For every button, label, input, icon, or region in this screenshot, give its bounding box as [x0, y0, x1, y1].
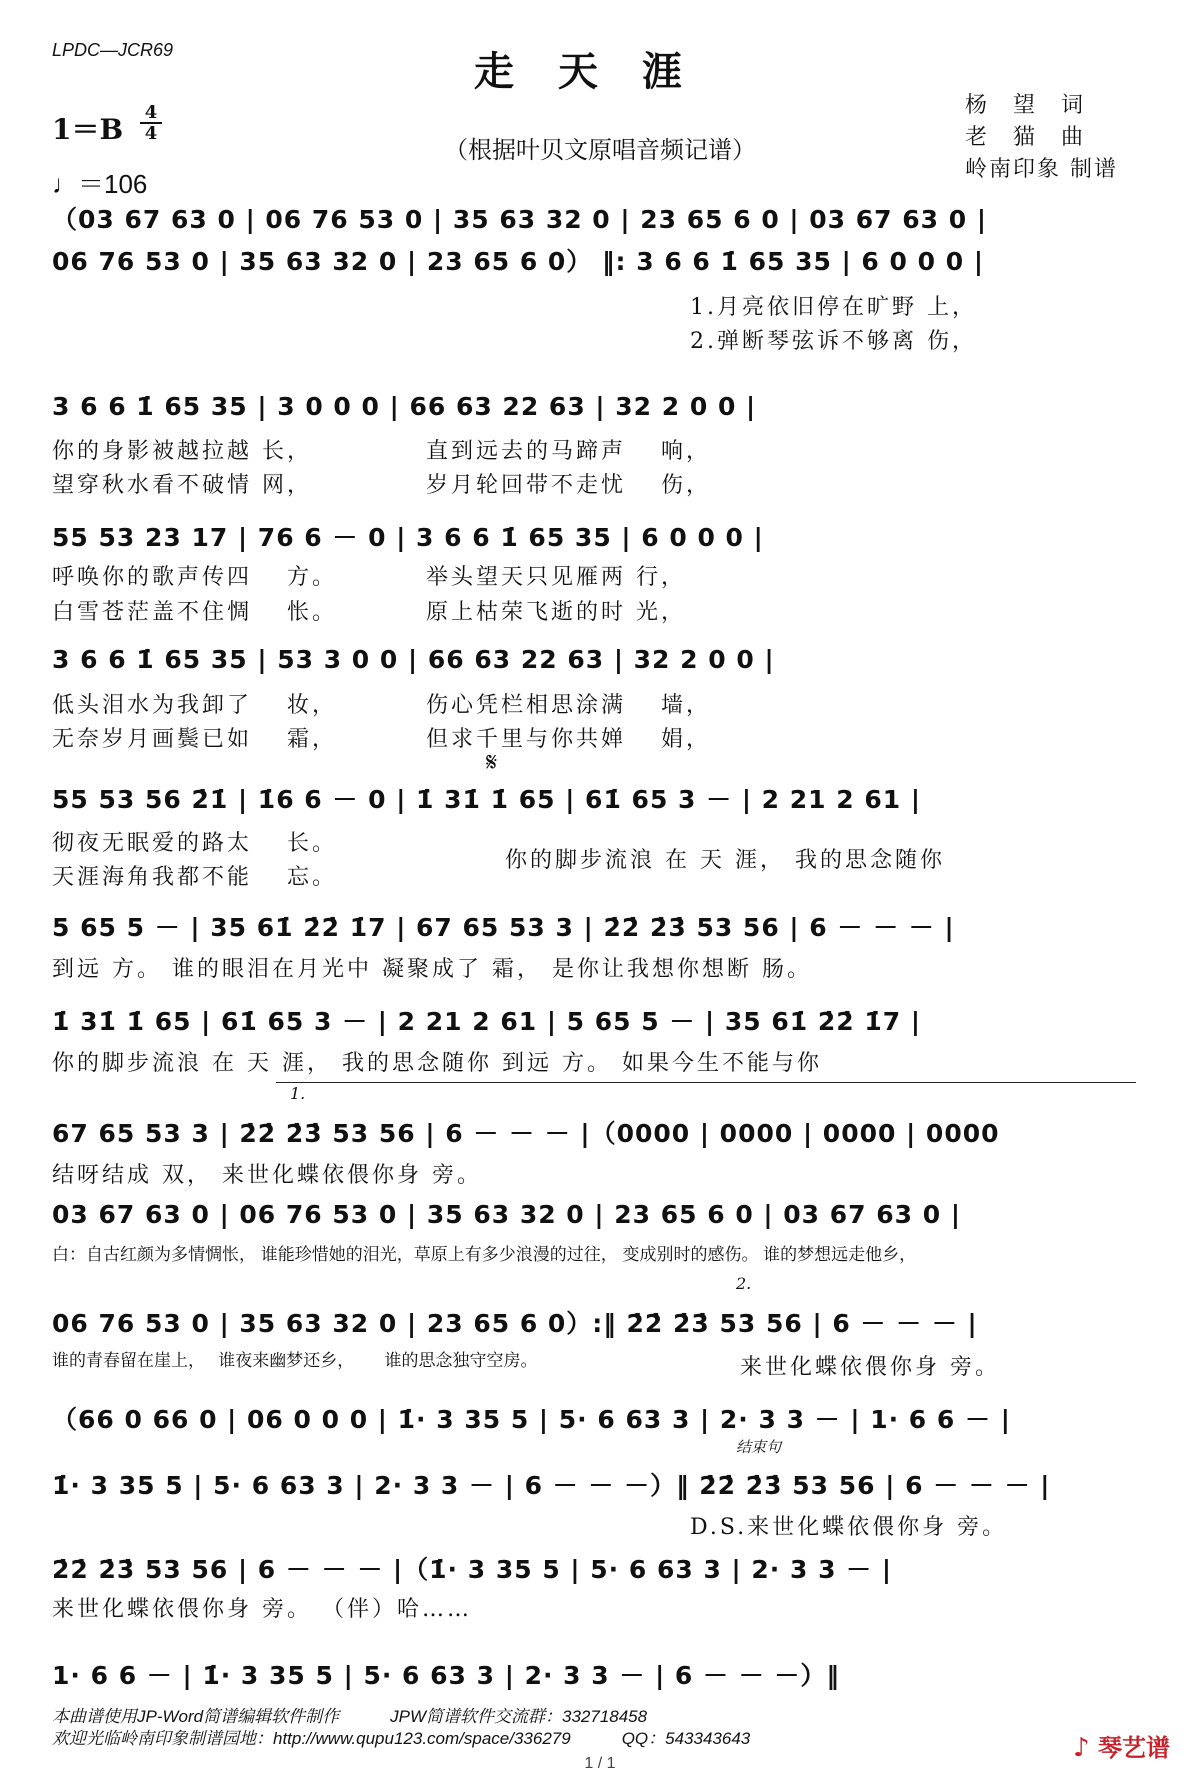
notation-line: 06 76 53 0 | 35 63 32 0 | 23 65 6 0）:‖ 2̇2̇ 2̇3̇ 53 56 | 6 － － － |	[52, 1309, 978, 1338]
spoken-text: 谁的青春留在崖上， 谁夜来幽梦还乡， 谁的思念独守空房。	[52, 1351, 538, 1370]
notation-line: 1· 6 6 － | 1̇· 3 35 5 | 5· 6 63 3 | 2· 3 3 － | 6 － － －）‖	[52, 1661, 840, 1690]
notation-line: 67 65 53 3 | 2̇2̇ 2̇3̇ 53 56 | 6 － － － |（0000 | 0000 | 0000 | 0000	[52, 1119, 1000, 1148]
lyric-line: 结呀结成 双， 来世化蝶依偎你身 旁。	[52, 1163, 482, 1188]
page-number: 1 / 1	[584, 1755, 616, 1772]
notation-line: （66 0 66 0 | 06 0 0 0 | 1̇· 3 35 5 | 5· 6 63 3 | 2· 3 3 － | 1· 6 6 － |	[52, 1405, 1011, 1434]
arranger-credit: 岭南印象 制谱	[965, 157, 1118, 182]
notation-line: 3 6 6 1̇ 65 35 | 3 0 0 0 | 66 63 22 63 | 32 2 0 0 |	[52, 392, 757, 421]
brand-icon: ♪	[1073, 1733, 1090, 1763]
footer-website-link[interactable]: 欢迎光临岭南印象制谱园地：http://www.qupu123.com/space/336279 QQ：543343643	[52, 1729, 751, 1748]
lyric-line: D.S.来世化蝶依偎你身 旁。	[690, 1515, 1008, 1540]
first-ending: 1.	[290, 1084, 306, 1103]
time-bottom: 4	[144, 123, 158, 144]
lyric-line: 白雪苍茫盖不住惆 怅。 原上枯荣飞逝的时 光，	[52, 600, 686, 625]
time-top: 4	[144, 102, 158, 123]
lyric-line: 彻夜无眠爱的路太 长。	[52, 831, 337, 856]
lyric-line: 呼唤你的歌声传四 方。 举头望天只见雁两 行，	[52, 565, 686, 590]
notation-line: 06 76 53 0 | 35 63 32 0 | 23 65 6 0） ‖: 3 6 6 1̇ 65 35 | 6 0 0 0 |	[52, 247, 984, 276]
lyric-line: 天涯海角我都不能 忘。	[52, 865, 337, 890]
brand-name: 琴艺谱	[1098, 1734, 1170, 1762]
notation-line: 55 53 56 2̇1̇ | 1̇6 6 － 0 | 1̇ 31̇ 1̇ 65 | 61̇ 65 3 － | 2 21 2 61 |	[52, 785, 921, 814]
spoken-text: 白：自古红颜为多情惆怅， 谁能珍惜她的泪光，草原上有多少浪漫的过往， 变成别时的感伤。 谁的梦想远走他乡，	[52, 1245, 917, 1264]
song-title: 走天涯	[474, 48, 726, 95]
notation-line: 2̇2̇ 2̇3̇ 53 56 | 6 － － － |（1̇· 3 35 5 | 5· 6 63 3 | 2· 3 3 － |	[52, 1555, 893, 1584]
segno-mark: 𝄋	[486, 748, 498, 778]
lyric-line: 你的身影被越拉越 长， 直到远去的马蹄声 响，	[52, 439, 711, 464]
notation-line: 1̇ 31̇ 1̇ 65 | 61̇ 65 3 － | 2 21 2 61 | 5 65 5 － | 35 61̇ 2̇2̇ 1̇7 |	[52, 1007, 921, 1036]
score-code: LPDC—JCR69	[52, 40, 174, 60]
notation-line: 03 67 63 0 | 06 76 53 0 | 35 63 32 0 | 23 65 6 0 | 03 67 63 0 |	[52, 1200, 961, 1229]
lyricist-credit: 杨 望 词	[965, 93, 1086, 118]
notation-line: （03 67 63 0 | 06 76 53 0 | 35 63 32 0 | 23 65 6 0 | 03 67 63 0 |	[52, 205, 987, 234]
lyric-line: 2.弹断琴弦诉不够离 伤，	[690, 329, 977, 354]
lyric-line: 来世化蝶依偎你身 旁。 （伴）哈……	[52, 1597, 472, 1622]
footer-software-note: 本曲谱使用JP-Word简谱编辑软件制作 JPW简谱软件交流群：332718458	[52, 1707, 648, 1726]
lyric-line: 低头泪水为我卸了 妆， 伤心凭栏相思涂满 墙，	[52, 693, 711, 718]
notation-line: 1̇· 3 35 5 | 5· 6 63 3 | 2· 3 3 － | 6 － － －）‖ 2̇2̇ 2̇3̇ 53 56 | 6 － － － |	[52, 1471, 1051, 1500]
lyric-line: 到远 方。 谁的眼泪在月光中 凝聚成了 霜， 是你让我想你想断 肠。	[52, 957, 812, 982]
subtitle: （根据叶贝文原唱音频记谱）	[444, 136, 756, 164]
key-signature: 1＝B	[52, 113, 124, 146]
notation-line: 3 6 6 1̇ 65 35 | 53 3 0 0 | 66 63 22 63 | 32 2 0 0 |	[52, 645, 775, 674]
lyric-line: 望穿秋水看不破情 网， 岁月轮回带不走忧 伤，	[52, 473, 711, 498]
volta-bracket	[276, 1082, 1136, 1083]
coda-label: 结束句	[736, 1438, 782, 1456]
notation-line: 5 65 5 － | 35 61̇ 2̇2̇ 1̇7 | 67 65 53 3 | 2̇2̇ 2̇3̇ 53 56 | 6 － － － |	[52, 913, 955, 942]
tempo-mark: ♩＝106	[52, 169, 148, 199]
lyric-line: 1.月亮依旧停在旷野 上，	[690, 295, 977, 320]
second-ending: 2.	[736, 1274, 752, 1293]
lyric-line: 来世化蝶依偎你身 旁。	[740, 1355, 1000, 1380]
lyric-line: 无奈岁月画鬓已如 霜， 但求千里与你共婵 娟，	[52, 727, 711, 752]
lyric-line: 你的脚步流浪 在 天 涯， 我的思念随你	[505, 848, 945, 873]
lyric-line: 你的脚步流浪 在 天 涯， 我的思念随你 到远 方。 如果今生不能与你	[52, 1051, 822, 1076]
notation-line: 55 53 23 17 | 76 6 － 0 | 3 6 6 1̇ 65 35 | 6 0 0 0 |	[52, 523, 764, 552]
composer-credit: 老 猫 曲	[965, 125, 1086, 150]
